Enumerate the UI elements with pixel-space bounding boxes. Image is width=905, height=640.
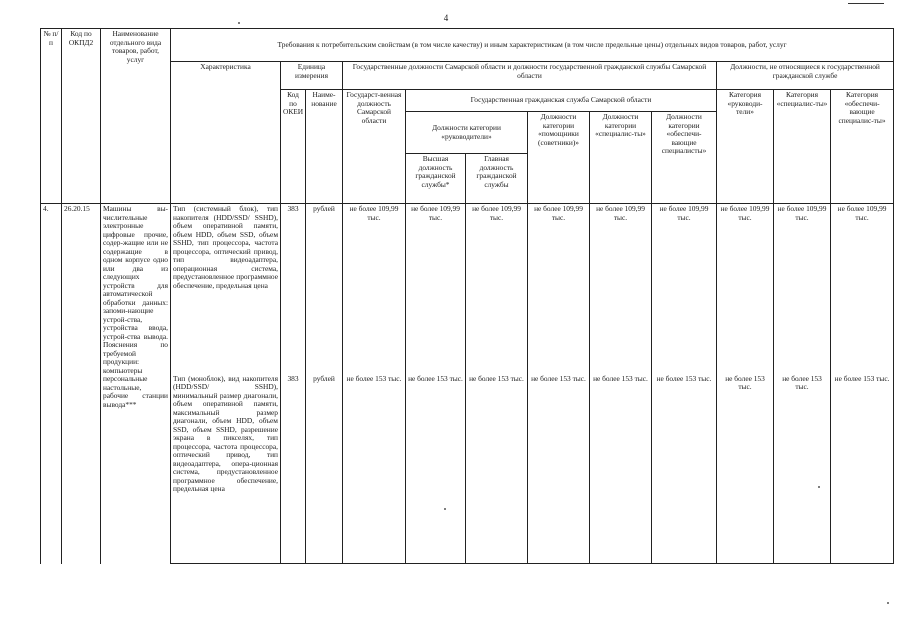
- value-main: не более 153 тыс.: [466, 374, 528, 564]
- value-specialists: не более 109,99 тыс.: [590, 204, 652, 374]
- header-main: Главная должность гражданской службы: [466, 154, 528, 204]
- header-unit-code: Код по ОКЕИ: [281, 90, 306, 204]
- header-unit-name: Наиме-нование: [306, 90, 343, 204]
- header-not-related: Должности, не относящиеся к государственной гражданской службе: [717, 62, 894, 90]
- header-okpd: Код по ОКПД2: [62, 29, 101, 204]
- page-number: 4: [443, 13, 449, 23]
- value-assistants: не более 153 тыс.: [528, 374, 590, 564]
- value-nr-leaders: не более 153 тыс.: [717, 374, 774, 564]
- characteristic-system-unit: Тип (системный блок), тип накопителя (HDD/SSD/ SSHD), объем оперативной памяти, объем HDD, объем SSD, объем SSHD, тип процессора, частота процессора, оптический привод, тип видеоадаптера, операционная система, предустановленное программное обеспечение, предельная цена: [171, 204, 281, 374]
- requirements-table: [40, 28, 894, 564]
- header-cat-leaders: Должности категории «руководители»: [406, 112, 528, 154]
- row-okpd: 26.20.15: [62, 204, 101, 564]
- value-support: не более 109,99 тыс.: [652, 204, 717, 374]
- header-num: № п/п: [41, 29, 62, 204]
- header-nr-leaders: Категория «руководи-тели»: [717, 90, 774, 204]
- header-specialists: Должности категории «специалис-ты»: [590, 112, 652, 204]
- value-state-pos: не более 153 тыс.: [343, 374, 406, 564]
- okei-code: 383: [281, 374, 306, 564]
- value-support: не более 153 тыс.: [652, 374, 717, 564]
- header-assistants: Должности категории «помощники (советники)»: [528, 112, 590, 204]
- header-requirements: Требования к потребительским свойствам (в том числе качеству) и иным характеристикам (в том числе предельные цены) отдельных видов товаров, работ, услуг: [171, 29, 894, 62]
- value-state-pos: не более 109,99 тыс.: [343, 204, 406, 374]
- characteristic-monoblock: Тип (моноблок), вид накопителя (HDD/SSD/ SSHD), минимальный размер диагонали, объем оперативной памяти, максимальный размер диагонали, объем HDD, объем SSD, объем SSHD, разрешение экрана в пикселях, тип процессора, частота процессора, оптический привод, тип видеоадаптера, опера-ционная система, предустановленное программное обеспечение, предельная цена: [171, 374, 281, 564]
- header-nr-support: Категория «обеспечи-вающие специалис-ты»: [831, 90, 894, 204]
- okei-code: 383: [281, 204, 306, 374]
- top-rule: [848, 3, 884, 4]
- value-nr-support: не более 109,99 тыс.: [831, 204, 894, 374]
- header-characteristic: Характеристика: [171, 62, 281, 204]
- header-nr-specialists: Категория «специалис-ты»: [774, 90, 831, 204]
- value-assistants: не более 109,99 тыс.: [528, 204, 590, 374]
- value-nr-leaders: не более 109,99 тыс.: [717, 204, 774, 374]
- value-nr-specialists: не более 109,99 тыс.: [774, 204, 831, 374]
- value-specialists: не более 153 тыс.: [590, 374, 652, 564]
- header-highest: Высшая должность гражданской службы*: [406, 154, 466, 204]
- value-nr-specialists: не более 153 тыс.: [774, 374, 831, 564]
- unit-name: рублей: [306, 204, 343, 374]
- header-civil-service: Государственная гражданская служба Самарской области: [406, 90, 717, 112]
- row-num: 4.: [41, 204, 62, 564]
- value-highest: не более 153 тыс.: [406, 374, 466, 564]
- unit-name: рублей: [306, 374, 343, 564]
- value-highest: не более 109,99 тыс.: [406, 204, 466, 374]
- header-state-pos-samara: Государст-венная должность Самарской области: [343, 90, 406, 204]
- value-main: не более 109,99 тыс.: [466, 204, 528, 374]
- scan-speck: [238, 22, 240, 24]
- header-product-name: Наименование отдельного вида товаров, работ, услуг: [101, 29, 171, 204]
- header-unit: Единица измерения: [281, 62, 343, 90]
- header-state-positions: Государственные должности Самарской области и должности государственной гражданской службы Самарской области: [343, 62, 717, 90]
- value-nr-support: не более 153 тыс.: [831, 374, 894, 564]
- header-support: Должности категории «обеспечи-вающие специалисты»: [652, 112, 717, 204]
- scan-speck: [887, 602, 889, 604]
- row-product-name: Машины вы-числительные электронные цифровые прочие, содер-жащие или не содержащие в одном корпусе одно или два из следующих устройств для автоматической обработки данных: запоми-нающие устрой-ства, устройства ввода, устрой-ства вывода. Пояснения по требуемой продукции: компьютеры персональные настольные, рабочие станции вывода***: [101, 204, 171, 564]
